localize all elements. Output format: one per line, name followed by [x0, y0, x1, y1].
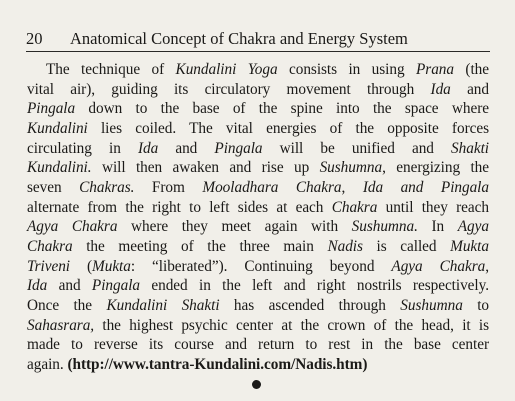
italic-term: Sushumna.: [351, 218, 418, 236]
text-line: [27, 316, 489, 336]
text-run: and: [47, 277, 92, 295]
text-line: [27, 139, 489, 159]
italic-term: Ida: [27, 277, 48, 295]
italic-term: Pingala: [214, 139, 263, 157]
text-line: [27, 257, 489, 277]
text-run: seven: [27, 178, 80, 196]
text-run: is called: [362, 237, 451, 255]
italic-term: Triveni: [27, 257, 70, 275]
text-run: again.: [27, 355, 68, 373]
italic-term: Agya: [457, 218, 489, 236]
text-run: will be unified and: [262, 139, 452, 157]
text-line: [27, 276, 489, 296]
text-run: : “liberated”). Continuing beyond: [130, 257, 392, 275]
text-run: lies coiled. The vital energies of the opposite forces: [87, 119, 489, 137]
italic-term: Ida: [430, 80, 451, 98]
italic-term: Kundalini: [27, 119, 88, 137]
italic-term: Prana: [416, 61, 454, 78]
text-line: [27, 355, 489, 375]
text-line: [27, 296, 489, 316]
text-line: [27, 198, 489, 218]
italic-term: Kundalini.: [27, 159, 92, 177]
italic-term: Chakra: [27, 237, 73, 255]
text-run: until they reach: [377, 198, 489, 216]
running-title: Anatomical Concept of Chakra and Energy System: [70, 29, 408, 48]
text-run: where they meet again with: [117, 218, 352, 236]
text-run: In: [417, 218, 458, 236]
italic-term: Ida and Pingala: [362, 178, 489, 196]
text-run: , energizing the: [382, 159, 489, 177]
text-line: [27, 60, 489, 80]
italic-term: Agya Chakra: [391, 257, 486, 275]
text-line: [27, 119, 489, 139]
italic-term: Mukta: [450, 237, 489, 255]
text-line: [27, 237, 489, 257]
italic-term: Kundalini Shakti: [106, 296, 220, 314]
text-run: ,: [485, 257, 489, 275]
italic-term: Mukta: [92, 257, 131, 275]
text-line: [27, 158, 489, 178]
text-line: [27, 99, 489, 119]
text-run: (the: [454, 61, 490, 78]
text-line: [27, 217, 489, 237]
italic-term: Chakra: [331, 198, 378, 216]
text-line: [27, 335, 489, 355]
text-run: consists in using: [277, 61, 416, 78]
text-run: and: [450, 80, 489, 98]
source-url: (http://www.tantra-Kundalini.com/Nadis.htm): [67, 355, 368, 373]
text-run: Once the: [27, 296, 107, 314]
italic-term: Nadis: [327, 237, 363, 255]
running-header: [26, 29, 496, 49]
text-run: alternate from the right to left sides at each: [27, 198, 332, 216]
text-run: the meeting of the three main: [72, 237, 328, 255]
text-run: has ascended through: [219, 296, 401, 314]
italic-term: Ida: [137, 139, 159, 157]
text-run: will then awaken and rise up: [91, 159, 320, 177]
text-run: From: [134, 178, 203, 196]
text-run: circulating in: [27, 139, 138, 157]
text-run: (: [70, 257, 93, 275]
body-paragraph: [27, 60, 489, 375]
italic-term: Sahasrara,: [27, 316, 95, 334]
italic-term: Sushumna: [319, 159, 383, 177]
text-run: made to reverse its course and return to rest in the base center: [27, 336, 489, 354]
italic-term: Chakras.: [79, 178, 135, 196]
italic-term: Pingala: [91, 277, 141, 295]
text-run: down to the base of the spine into the space where: [75, 100, 489, 118]
text-line: [27, 80, 489, 100]
text-run: and: [158, 139, 215, 157]
text-line: [27, 178, 489, 198]
text-run: ,: [341, 178, 363, 196]
text-run: The technique of: [46, 61, 176, 78]
bullet-ornament: [252, 380, 261, 389]
text-run: the highest psychic center at the crown of the head, it is: [94, 316, 489, 334]
italic-term: Mooladhara Chakra: [202, 178, 342, 196]
italic-term: Sushumna: [400, 296, 463, 314]
page-number: 20: [26, 29, 43, 48]
text-run: vital air), guiding its circulatory movement through: [27, 80, 431, 98]
italic-term: Kundalini Yoga: [175, 61, 278, 78]
italic-term: Shakti: [451, 139, 489, 157]
header-rule: [26, 51, 490, 52]
text-run: to: [462, 296, 490, 314]
text-run: ended in the left and right nostrils respectively.: [140, 277, 489, 295]
italic-term: Pingala: [27, 100, 76, 118]
italic-term: Agya Chakra: [27, 218, 118, 236]
